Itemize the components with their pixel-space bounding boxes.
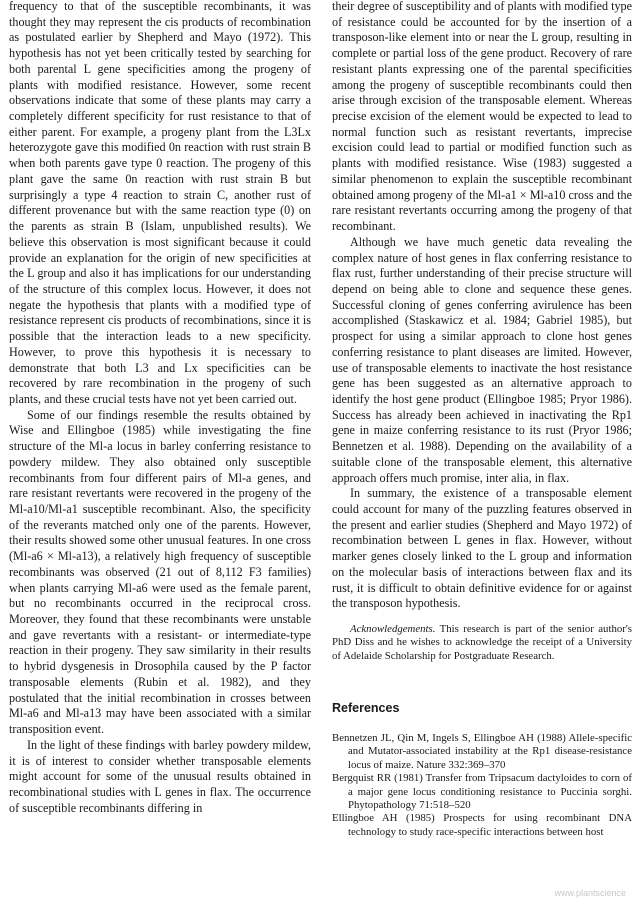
paragraph: frequency to that of the susceptible recombinants, it was thought they may represent the cis products of recombination as postulated earlier by Shepherd and Mayo (1972). This hypothesis has not yet been critically tested by searching for both parental L gene specificities among the progeny of plants with modified resistance. However, some recent observations indicate that some of these plants may carry a completely different specificity for rust resistance to that of either parent. For example, a progeny plant from the L3Lx heterozygote gave this modified 0n reaction with rust strain B when both parents gave type 0 reaction. The progeny of this plant gave the same 0n reaction with rust strain B but surprisingly a type 4 reaction to strain C, another rust of different provenance but with the same reaction type (0) on the parents as strain B (Islam, unpublished results). We believe this observation is most significant because it could provide an explanation for the origin of new specificities at the L group and also it has implications for our understanding of the structure of this complex locus. However, it does not negate the hypothesis that plants with a modified type of resistance represent cis products of recombinations, since it is possible that the interaction leads to a new specificity. However, to prove this hypothesis it is necessary to demonstrate that both L3 and Lx specificities can be recovered by rare recombination in the progeny of such plants, and these crucial tests have not yet been carried out. bbox=[9, 0, 311, 406]
paragraph: their degree of susceptibility and of plants with modified type of resistance could be accounted for by the insertion of a transposon-like element into or near the L group, resulting in complete or partial loss of the gene product. Recovery of rare resistant plants expressing one of the parental specificities among the progeny of susceptible recombinants could then arise through excision of the transposable element. Whereas precise excision of the element would be expected to lead to normal function such as resistant revertants, imprecise excision could lead to partial or modified function such as plants with modified resistance. Wise (1983) suggested a similar phenomenon to explain the susceptible recombinant obtained among progeny of the Ml-a1 × Ml-a10 cross and the rare resistant revertants occurring among the progeny of that recombinant. bbox=[332, 0, 632, 234]
acknowledgements-label: Acknowledgements. bbox=[350, 623, 436, 636]
reference-entry: Bergquist RR (1981) Transfer from Tripsacum dactyloides to corn of a major gene locus conditioning resistance to Puccinia sorghi. Phytopathology 71:518–520 bbox=[332, 772, 632, 811]
left-column bbox=[9, 0, 311, 816]
reference-entry: Bennetzen JL, Qin M, Ingels S, Ellingboe AH (1988) Allele-specific and Mutator-associated instability at the Rp1 disease-resistance locus of maize. Nature 332:369–370 bbox=[332, 731, 632, 771]
right-column bbox=[332, 0, 632, 839]
reference-entry: Ellingboe AH (1985) Prospects for using recombinant DNA technology to study race-specific interactions between host bbox=[332, 812, 632, 838]
acknowledgements bbox=[332, 623, 632, 663]
paragraph: Some of our findings resemble the results obtained by Wise and Ellingboe (1985) while investigating the fine structure of the Ml-a locus in barley conferring resistance to powdery mildew. They also obtained only susceptible recombinants from four different pairs of Ml-a genes, and rare resistant revertants were recovered in the progeny of the Ml-a10/Ml-a1 susceptible recombinant. Also, the specificity of the reverants matched only one of the parents. However, their results showed some other unusual features. In one cross (Ml-a6 × Ml-a13), a relatively high frequency of susceptible recombinants was observed (21 out of 8,112 F3 families) when plants carrying Ml-a6 were used as the female parent, but no recombinants occurred in the reciprocal cross. Moreover, they found that these recombinants were unstable and gave revertants with a resistant- or intermediate-type reaction in their progeny. They saw similarity in their results to hybrid dysgenesis in Drosophila caused by the P factor transposable elements (Rubin et al. 1982), and they postulated that the initial recombination in crosses between Ml-a6 and Ml-a13 may have been associated with a similar transposition event. bbox=[9, 407, 311, 737]
paragraph: In summary, the existence of a transposable element could account for many of the puzzling features observed in the present and earlier studies (Shepherd and Mayo 1972) of recombination between L genes in flax. However, without marker genes closely linked to the L group and information on the molecular basis of interactions between flax and its rust, it is difficult to obtain definitive evidence for or against the transposon hypothesis. bbox=[332, 486, 632, 611]
acknowledgements-text: This research is part of the senior author's PhD Diss and he wishes to acknowledge the receipt of a University of Adelaide Scholarship for Postgraduate Research. bbox=[332, 623, 632, 662]
references-heading: References bbox=[332, 701, 400, 716]
paragraph: In the light of these findings with barley powdery mildew, it is of interest to consider whether transposable elements might account for some of the unusual results obtained in recombinational studies with L genes in flax. The occurrence of susceptible recombinants differing in bbox=[9, 737, 311, 815]
watermark: www.plantscience bbox=[554, 888, 626, 898]
paragraph: Although we have much genetic data revealing the complex nature of host genes in flax conferring resistance to flax rust, further understanding of their precise structure will depend on being able to clone and sequence these genes. Successful cloning of genes conferring avirulence has been accomplished (Staskawicz et al. 1984; Gabriel 1985), but prospect for using a similar approach to clone host genes conferring resistance to plant diseases are limited. However, use of transposable elements to inactivate the host resistance gene has been suggested as an alternative approach to identify the host gene product (Ellingboe 1985; Pryor 1986). Success has already been achieved in inactivating the Rp1 gene in maize conferring resistance to its rust (Pryor 1986; Bennetzen et al. 1988). Depending on the availability of a suitable clone of the transposable element, this alternative approach offers much promise, inter alia, in flax. bbox=[332, 234, 632, 485]
